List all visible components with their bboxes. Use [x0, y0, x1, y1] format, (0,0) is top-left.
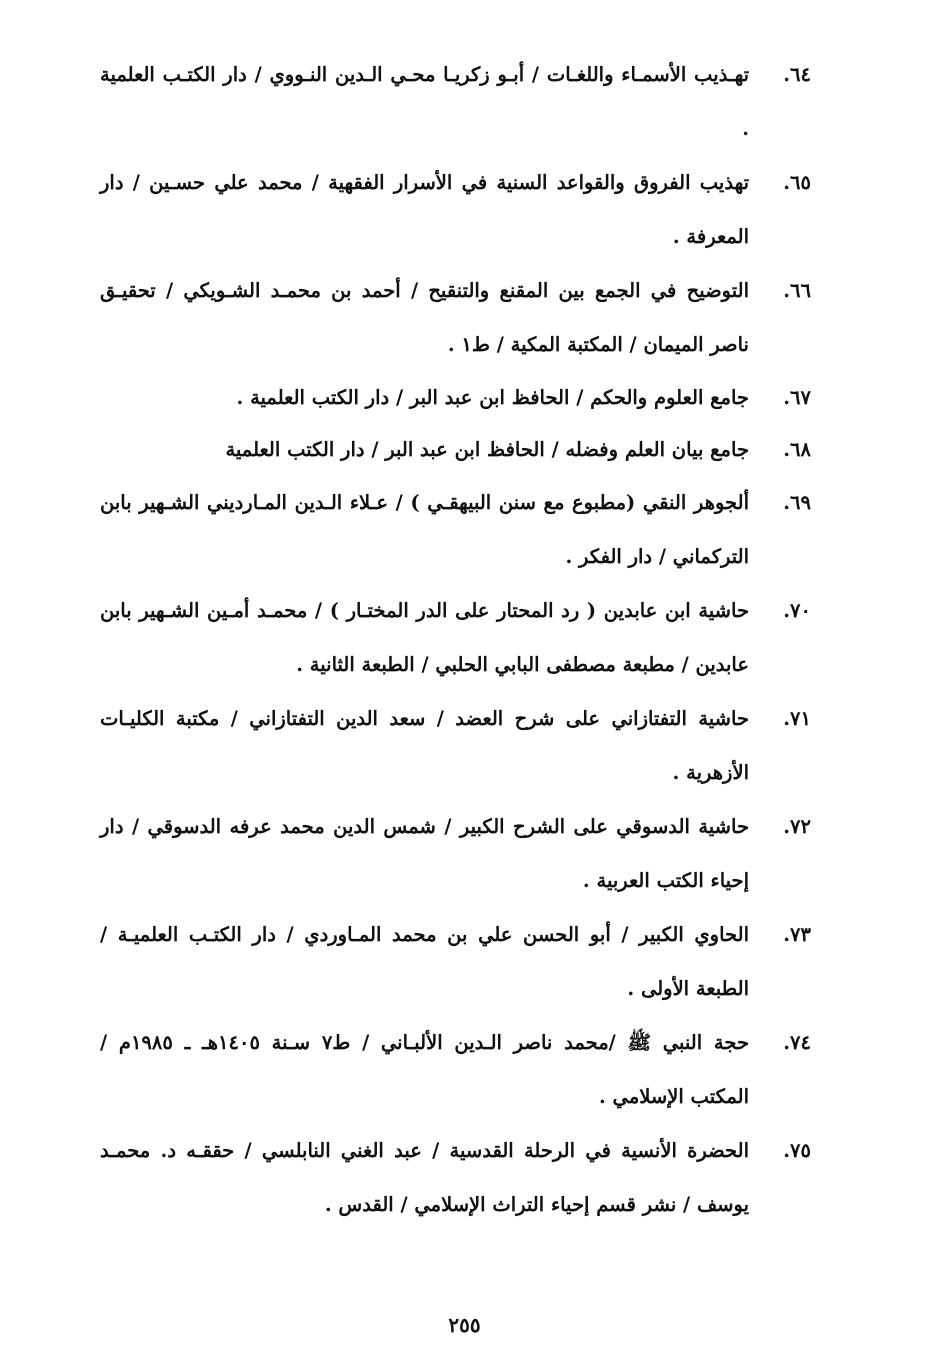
page-number: ٢٥٥	[448, 1313, 481, 1337]
bibliography-list	[100, 48, 811, 1232]
entry-text: الحاوي الكبير / أبو الحسن علي بن محمد المـاوردي / دار الكتـب العلميـة / الطبعة الأولى .	[100, 923, 749, 1000]
entry-text: حاشية التفتازاني على شرح العضد / سعد الدين التفتازاني / مكتبة الكليـات الأزهرية .	[100, 707, 749, 784]
bibliography-entry	[100, 156, 811, 264]
entry-text: تهـذيب الأسمـاء واللغـات / أبـو زكريـا محـي الـدين النـووي / دار الكتـب العلمية .	[100, 63, 749, 140]
entry-text: ألجوهر النقي (مطبوع مع سنن البيهقـي ) / عـلاء الـدين المـارديني الشـهير بابن التركماني / دار الفكر .	[100, 491, 749, 568]
entry-number: ٧٤.	[783, 1031, 811, 1054]
entry-text: تهذيب الفروق والقواعد السنية في الأسرار الفقهية / محمد علي حسـين / دار المعرفة .	[100, 171, 749, 248]
bibliography-entry	[100, 424, 811, 476]
entry-number: ٧٣.	[783, 923, 811, 946]
entry-number: ٧٥.	[783, 1139, 811, 1162]
entry-number: ٦٥.	[783, 171, 811, 194]
entry-number: ٧٢.	[783, 815, 811, 838]
bibliography-entry	[100, 1016, 811, 1124]
entry-text: التوضيح في الجمع بين المقنع والتنقيح / أحمد بن محمـد الشـويكي / تحقيـق ناصر الميمان / المكتبة المكية / ط١ .	[100, 279, 749, 356]
entry-number: ٦٩.	[783, 491, 811, 514]
entry-number: ٦٨.	[783, 438, 811, 461]
entry-number: ٦٧.	[783, 386, 811, 409]
entry-text: حاشية الدسوقي على الشرح الكبير / شمس الدين محمد عرفه الدسوقي / دار إحياء الكتب العربية .	[100, 815, 749, 892]
entry-number: ٦٤.	[783, 63, 811, 86]
bibliography-entry	[100, 1124, 811, 1232]
entry-text: الحضرة الأنسية في الرحلة القدسية / عبد الغني النابلسي / حققـه د. محمـد يوسف / نشر قسم إحياء التراث الإسلامي / القدس .	[100, 1139, 749, 1216]
bibliography-entry	[100, 48, 811, 156]
entry-number: ٧١.	[783, 707, 811, 730]
entry-text: جامع بيان العلم وفضله / الحافظ ابن عبد البر / دار الكتب العلمية	[225, 438, 749, 461]
bibliography-entry	[100, 692, 811, 800]
bibliography-entry	[100, 800, 811, 908]
bibliography-entry	[100, 264, 811, 372]
entry-text: جامع العلوم والحكم / الحافظ ابن عبد البر / دار الكتب العلمية .	[236, 386, 749, 409]
entry-number: ٦٦.	[783, 279, 811, 302]
bibliography-entry	[100, 476, 811, 584]
bibliography-entry	[100, 372, 811, 424]
entry-text: حجة النبي ﷺ /محمد ناصر الـدين الألبـاني / ط٧ سـنة ١٤٠٥هـ ـ ١٩٨٥م / المكتب الإسلامي .	[100, 1031, 750, 1108]
entry-number: ٧٠.	[783, 599, 811, 622]
bibliography-entry	[100, 908, 811, 1016]
bibliography-entry	[100, 584, 811, 692]
entry-text: حاشية ابن عابدين ( رد المحتار على الدر المختـار ) / محمـد أمـين الشـهير بابن عابدين / مطبعة مصطفى البابي الحلبي / الطبعة الثانية .	[100, 599, 749, 676]
